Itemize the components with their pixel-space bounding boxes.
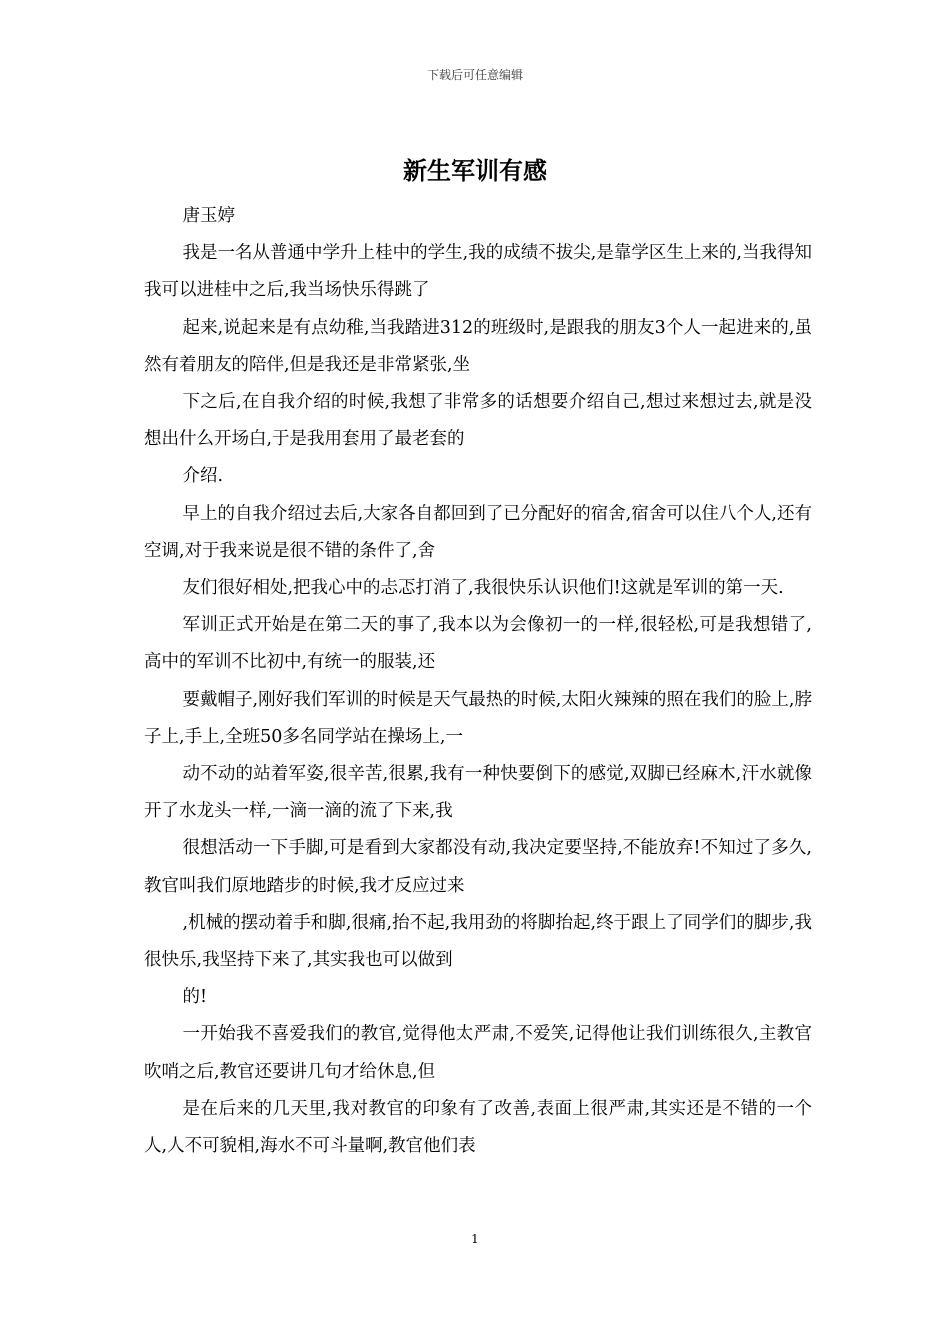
page-number: 1 (471, 1232, 479, 1246)
paragraph: 的! (182, 987, 208, 1008)
paragraph: 是在后来的几天里,我对教官的印象有了改善,表面上很严肃,其实还是不错的一个人,人不可貌相,海水不可斗量啊,教官他们表 (144, 1098, 812, 1157)
paragraph: 早上的自我介绍过去后,大家各自都回到了已分配好的宿舍,宿舍可以住八个人,还有空调,对于我来说是很不错的条件了,舍 (144, 503, 812, 561)
header-note: 下载后可任意编辑 (426, 68, 523, 82)
paragraph: 我是一名从普通中学升上桂中的学生,我的成绩不拔尖,是靠学区生上来的,当我得知我可以进桂中之后,我当场快乐得跳了 (144, 243, 812, 301)
document-title: 新生军训有感 (403, 156, 547, 185)
paragraph: 要戴帽子,刚好我们军训的时候是天气最热的时候,太阳火辣辣的照在我们的脸上,脖子上,手上,全班50多名同学站在操场上,一 (144, 689, 812, 747)
paragraph: 军训正式开始是在第二天的事了,我本以为会像初一的一样,很轻松,可是我想错了,高中的军训不比初中,有统一的服装,还 (144, 615, 812, 673)
paragraph: ,机械的摆动着手和脚,很痛,抬不起,我用劲的将脚抬起,终于跟上了同学们的脚步,我很快乐,我坚持下来了,其实我也可以做到 (144, 912, 812, 971)
author-name: 唐玉婷 (182, 206, 235, 226)
paragraph: 下之后,在自我介绍的时候,我想了非常多的话想要介绍自己,想过来想过去,就是没想出什么开场白,于是我用套用了最老套的 (144, 392, 812, 450)
document-body (144, 198, 812, 1165)
paragraph: 动不动的站着军姿,很辛苦,很累,我有一种快要倒下的感觉,双脚已经麻木,汗水就像开了水龙头一样,一滴一滴的流了下来,我 (144, 764, 812, 822)
paragraph: 很想活动一下手脚,可是看到大家都没有动,我决定要坚持,不能放弃!不知过了多久,教官叫我们原地踏步的时候,我才反应过来 (144, 838, 812, 896)
paragraph: 介绍. (182, 466, 224, 487)
paragraph: 友们很好相处,把我心中的忐忑打消了,我很快乐认识他们!这就是军训的第一天. (182, 578, 784, 599)
paragraph: 一开始我不喜爱我们的教官,觉得他太严肃,不爱笑,记得他让我们训练很久,主教官吹哨之后,教官还要讲几句才给休息,但 (144, 1024, 812, 1082)
paragraph: 起来,说起来是有点幼稚,当我踏进312的班级时,是跟我的朋友3个人一起进来的,虽然有着朋友的陪伴,但是我还是非常紧张,坐 (144, 317, 812, 375)
